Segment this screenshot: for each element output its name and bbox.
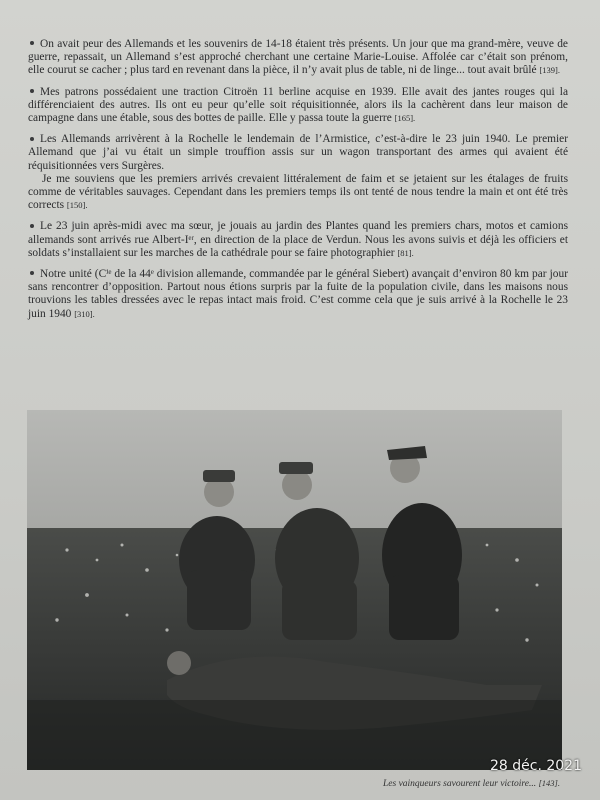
source-reference: [139]. [539, 65, 561, 76]
bullet-icon [30, 89, 34, 93]
paragraph-line [28, 173, 568, 213]
photo-caption [383, 778, 560, 789]
paragraph-line [28, 133, 568, 173]
source-reference: [165]. [394, 113, 416, 124]
paragraph-line [28, 86, 568, 126]
bullet-icon [30, 137, 34, 141]
source-reference: [310]. [74, 308, 95, 319]
paragraph-text: Le 23 juin après-midi avec ma sœur, je jouais au jardin des Plantes quand les premiers chars, motos et camions allemands sont arrivés rue Albert-Iᵉʳ, en direction de la place de Verdun. Nous les avons suivis et déjà les officiers et soldats s’installaient sur les marches de la cathédrale pour se faire photographier [28, 220, 568, 259]
bullet-icon [30, 224, 34, 228]
caption-reference: [143]. [538, 778, 560, 788]
paragraph-text: Mes patrons possédaient une traction Citroën 11 berline acquise en 1939. Elle avait des jantes rouges qui la différenciaient des autres. Ils ont eu peur qu’elle soit réquisitionnée, alors ils la cachèrent dans leur maison de campagne dans une étable, sous des bottes de paille. Elle y passa toute la guerre [28, 85, 568, 125]
paragraph-text: Je me souviens que les premiers arrivés crevaient littéralement de faim et se jetaient sur les étalages de fruits comme de véritables sauvages. Cependant dans les premiers temps ils ont tenté de nous tendre la main et ont été très corrects [28, 172, 568, 212]
bullet-icon [30, 271, 34, 275]
paragraph-line [28, 268, 568, 321]
photograph [27, 410, 562, 770]
paragraph-text: Notre unité (Cⁱᵉ de la 44ᵉ division allemande, commandée par le général Siebert) avançait d’environ 80 km par jour sans rencontrer d’opposition. Partout nous étions surpris par la fuite de la population civile, dans les maisons nous trouvions les tables dressées avec le repas intact mais froid. C’est comme cela que je suis arrivé à la Rochelle le 23 juin 1940 [28, 268, 568, 320]
bullet-icon [30, 41, 34, 45]
paragraph-line [28, 38, 568, 78]
testimony-paragraph [28, 133, 568, 212]
source-reference: [150]. [66, 200, 88, 211]
testimony-paragraph [28, 86, 568, 126]
text-column [28, 38, 568, 329]
date-stamp: 28 déc. 2021 [490, 758, 582, 774]
testimony-paragraph [28, 38, 568, 78]
source-reference: [81]. [397, 247, 414, 258]
paragraph-text: Les Allemands arrivèrent à la Rochelle le lendemain de l’Armistice, c’est-à-dire le 23 juin 1940. Le premier Allemand que j’ai vu était un simple trouffion assis sur un wagon transportant des armes qui avaient été réquisitionnées vers Surgères. [28, 133, 568, 172]
soldiers-photo-illustration [27, 410, 562, 770]
paragraph-text: On avait peur des Allemands et les souvenirs de 14-18 étaient très présents. Un jour que ma grand-mère, veuve de guerre, repassait, un Allemand s’est approché cherchant une certaine Marie-Louise. Affolée car c’était son prénom, elle courut se cacher ; plus tard en revenant dans la pièce, il n’y avait plus de table, ni de linge... tout avait brûlé [28, 38, 568, 77]
testimony-paragraph [28, 220, 568, 260]
caption-text: Les vainqueurs savourent leur victoire... [383, 779, 537, 789]
testimony-paragraph [28, 268, 568, 321]
paragraph-line [28, 220, 568, 260]
